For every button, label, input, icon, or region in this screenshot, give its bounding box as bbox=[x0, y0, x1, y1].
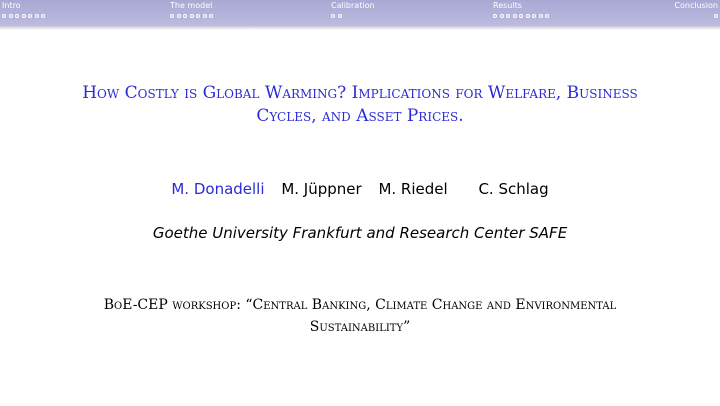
slide-dot[interactable] bbox=[526, 14, 530, 18]
institution: Goethe University Frankfurt and Research Center SAFE bbox=[152, 224, 568, 242]
nav-section-label: The model bbox=[170, 1, 213, 10]
nav-section-label: Results bbox=[493, 1, 522, 10]
slide-title-line-1: How Costly is Global Warming? Implications for Welfare, Business bbox=[82, 83, 638, 103]
slide-dot[interactable] bbox=[2, 14, 6, 18]
slide-dot[interactable] bbox=[183, 14, 187, 18]
nav-section-intro[interactable] bbox=[2, 1, 45, 18]
slide-dot[interactable] bbox=[9, 14, 13, 18]
nav-slide-dots bbox=[493, 14, 549, 18]
slide-dot[interactable] bbox=[513, 14, 517, 18]
author-juppner: M. Jüppner bbox=[281, 180, 362, 198]
slide-dot[interactable] bbox=[170, 14, 174, 18]
slide-dot[interactable] bbox=[22, 14, 26, 18]
slide-dot[interactable] bbox=[203, 14, 207, 18]
slide-dot[interactable] bbox=[539, 14, 543, 18]
nav-section-label: Calibration bbox=[331, 1, 375, 10]
slide-dot[interactable] bbox=[506, 14, 510, 18]
slide-dot[interactable] bbox=[209, 14, 213, 18]
nav-section-results[interactable] bbox=[493, 1, 549, 18]
slide-dot[interactable] bbox=[500, 14, 504, 18]
nav-section-conclusion[interactable] bbox=[674, 1, 718, 18]
nav-section-label: Intro bbox=[2, 1, 21, 10]
slide-dot[interactable] bbox=[532, 14, 536, 18]
slide-dot[interactable] bbox=[338, 14, 342, 18]
workshop-line-2: Sustainability” bbox=[309, 319, 411, 335]
author-schlag: C. Schlag bbox=[478, 180, 549, 198]
slide-dot[interactable] bbox=[190, 14, 194, 18]
slide-dot[interactable] bbox=[331, 14, 335, 18]
workshop-line-1: BoE-CEP workshop: “Central Banking, Climate Change and Environmental bbox=[103, 297, 617, 313]
slide-dot[interactable] bbox=[196, 14, 200, 18]
nav-section-the-model[interactable] bbox=[170, 1, 213, 18]
slide-dot[interactable] bbox=[28, 14, 32, 18]
slide-dot[interactable] bbox=[35, 14, 39, 18]
navigation-bar bbox=[0, 0, 720, 26]
slide-title-line-2: Cycles, and Asset Prices. bbox=[256, 106, 464, 126]
slide-dot[interactable] bbox=[15, 14, 19, 18]
nav-section-calibration[interactable] bbox=[331, 1, 375, 18]
slide-dot[interactable] bbox=[714, 14, 718, 18]
nav-slide-dots bbox=[674, 14, 718, 18]
author-list bbox=[0, 180, 720, 198]
nav-section-label: Conclusion bbox=[674, 1, 718, 10]
slide-dot[interactable] bbox=[519, 14, 523, 18]
nav-slide-dots bbox=[170, 14, 213, 18]
slide-dot[interactable] bbox=[545, 14, 549, 18]
nav-slide-dots bbox=[2, 14, 45, 18]
slide-dot[interactable] bbox=[41, 14, 45, 18]
author-riedel: M. Riedel bbox=[378, 180, 448, 198]
author-donadelli: M. Donadelli bbox=[171, 180, 265, 198]
nav-slide-dots bbox=[331, 14, 375, 18]
navbar-shadow bbox=[0, 26, 720, 30]
slide-dot[interactable] bbox=[493, 14, 497, 18]
slide-dot[interactable] bbox=[177, 14, 181, 18]
